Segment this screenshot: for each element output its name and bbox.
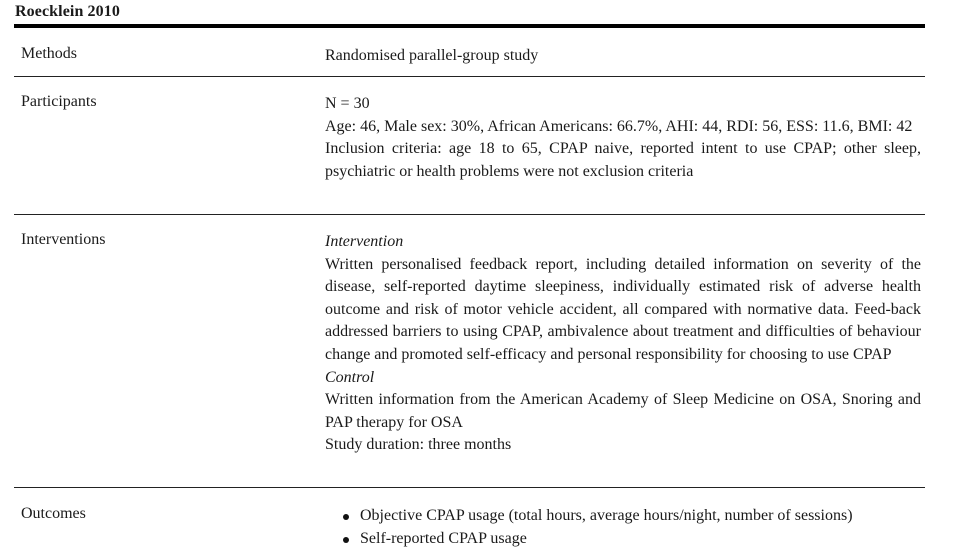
methods-label: Methods: [21, 45, 77, 62]
outcomes-label: Outcomes: [21, 505, 86, 522]
participants-content: [325, 93, 921, 183]
list-item: [325, 505, 921, 528]
row-divider: [14, 487, 925, 488]
outcome-text: Objective CPAP usage (total hours, average hours/night, number of sessions): [360, 507, 853, 524]
participants-inclusion: Inclusion criteria: age 18 to 65, CPAP naive, reported intent to use CPAP; other sleep, psychiatric or health problems were not exclusion criteria: [325, 140, 921, 180]
outcomes-list: [325, 505, 921, 550]
study-title: Roecklein 2010: [15, 3, 120, 20]
bullet-icon: [343, 514, 349, 520]
title-rule: [14, 24, 925, 28]
row-divider: [14, 214, 925, 215]
study-duration: Study duration: three months: [325, 436, 512, 454]
participants-label: Participants: [21, 93, 97, 110]
control-text: Written information from the American Academy of Sleep Medicine on OSA, Snoring and PAP therapy for OSA: [325, 391, 921, 431]
intervention-heading: Intervention: [325, 233, 404, 250]
row-divider: [14, 76, 925, 77]
outcomes-content: [325, 505, 921, 550]
bullet-icon: [343, 537, 349, 543]
control-heading: Control: [325, 368, 375, 386]
participants-count: N = 30: [325, 95, 370, 112]
methods-text: Randomised parallel-group study: [325, 47, 539, 64]
participants-demographics: Age: 46, Male sex: 30%, African Americans: 66.7%, AHI: 44, RDI: 56, ESS: 11.6, BMI: 42: [325, 117, 913, 135]
list-item: [325, 528, 921, 551]
intervention-text: Written personalised feedback report, including detailed information on severity of the disease, self-reported daytime sleepiness, individually estimated risk of adverse health outcome and risk of motor vehicle accident, all compared with normative data. Feed-back addressed barriers to using CPAP, ambivalence about treatment and difficulties of behaviour change and promoted self-efficacy and personal responsibility for choosing to use CPAP: [325, 255, 921, 363]
outcome-text: Self-reported CPAP usage: [360, 529, 527, 547]
interventions-content: [325, 231, 921, 457]
interventions-label: Interventions: [21, 231, 106, 248]
methods-content: [325, 45, 921, 68]
